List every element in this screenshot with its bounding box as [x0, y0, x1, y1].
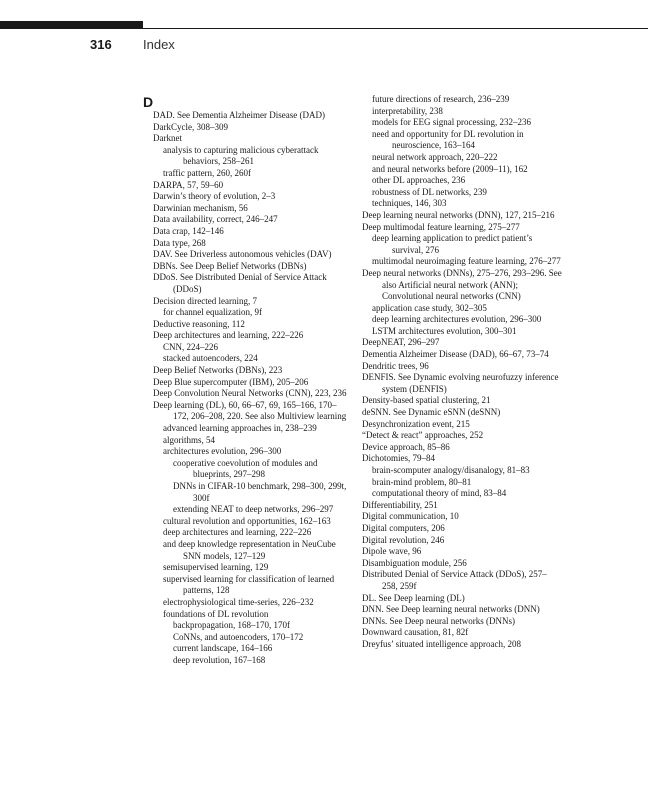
index-entry: Downward causation, 81, 82f	[362, 627, 469, 638]
page-number: 316	[90, 37, 112, 52]
index-entry: LSTM architectures evolution, 300–301	[372, 325, 517, 336]
index-entry: traffic pattern, 260, 260f	[163, 167, 252, 178]
index-entry: techniques, 146, 303	[372, 198, 447, 209]
index-entry: Dendritic trees, 96	[362, 360, 429, 371]
index-entry: CoNNs, and autoencoders, 170–172	[173, 631, 304, 642]
left-entry-list	[143, 110, 348, 667]
section-letter: D	[143, 94, 154, 110]
index-entry: DAV. See Driverless autonomous vehicles (DAV)	[153, 249, 332, 260]
index-entry: brain-mind problem, 80–81	[372, 476, 472, 487]
index-entry: DNN. See Deep learning neural networks (DNN)	[362, 604, 540, 615]
header-rule-thin	[143, 28, 648, 29]
index-entry: models for EEG signal processing, 232–236	[372, 117, 531, 128]
index-entry: Disambiguation module, 256	[362, 557, 467, 568]
header-rule-thick	[0, 21, 143, 29]
index-entry: backpropagation, 168–170, 170f	[173, 620, 290, 631]
index-entry: DBNs. See Deep Belief Networks (DBNs)	[153, 260, 307, 271]
right-entry-list	[352, 94, 562, 651]
index-entry: DL. See Deep learning (DL)	[362, 592, 465, 603]
index-entry: Digital computers, 206	[362, 522, 445, 533]
index-entry: deep learning application to predict patient’s survival, 276	[372, 233, 533, 255]
index-entry: Deep learning (DL), 60, 66–67, 69, 165–166, 170–172, 206–208, 220. See also Multiview learning	[153, 399, 347, 422]
index-entry: “Detect & react” approaches, 252	[362, 430, 484, 441]
index-entry: neural network approach, 220–222	[372, 151, 498, 162]
index-entry: Dementia Alzheimer Disease (DAD), 66–67, 73–74	[362, 349, 549, 360]
index-entry: Distributed Denial of Service Attack (DDoS), 257–258, 259f	[362, 569, 547, 591]
index-entry: application case study, 302–305	[372, 302, 487, 313]
index-column-right	[352, 94, 562, 651]
index-entry: Deep neural networks (DNNs), 275–276, 293–296. See also Artificial neural network (ANN); Convolutional neural networks (CNN)	[362, 267, 562, 302]
index-entry: and deep knowledge representation in NeuCube SNN models, 127–129	[163, 538, 336, 561]
index-entry: algorithms, 54	[163, 434, 215, 445]
index-entry: Data crap, 142–146	[153, 225, 224, 236]
index-entry: Deep Convolution Neural Networks (CNN), 223, 236	[153, 388, 347, 399]
index-entry: Darknet	[153, 133, 182, 144]
index-entry: cultural revolution and opportunities, 162–163	[163, 515, 331, 526]
index-entry: and neural networks before (2009–11), 162	[372, 163, 528, 174]
index-entry: Dichotomies, 79–84	[362, 453, 435, 464]
index-entry: Differentiability, 251	[362, 499, 438, 510]
index-entry: for channel equalization, 9f	[163, 307, 262, 318]
index-entry: Digital communication, 10	[362, 511, 459, 522]
index-entry: future directions of research, 236–239	[372, 94, 510, 104]
index-column-left	[143, 94, 348, 667]
index-entry: multimodal neuroimaging feature learning, 276–277	[372, 256, 561, 267]
index-entry: DENFIS. See Dynamic evolving neurofuzzy inference system (DENFIS)	[362, 372, 559, 394]
index-entry: semisupervised learning, 129	[163, 562, 269, 573]
index-entry: CNN, 224–226	[163, 341, 219, 352]
index-entry: Darwinian mechanism, 56	[153, 202, 248, 213]
index-entry: DeepNEAT, 296–297	[362, 337, 440, 348]
index-entry: Deep learning neural networks (DNN), 127, 215–216	[362, 209, 555, 220]
index-entry: other DL approaches, 236	[372, 175, 466, 186]
index-entry: deep architectures and learning, 222–226	[163, 527, 312, 538]
index-entry: DNNs in CIFAR-10 benchmark, 298–300, 299t, 300f	[173, 481, 347, 503]
index-entry: architectures evolution, 296–300	[163, 446, 282, 457]
index-entry: advanced learning approaches in, 238–239	[163, 423, 317, 434]
index-entry: need and opportunity for DL revolution in neuroscience, 163–164	[372, 128, 524, 151]
index-entry: Desynchronization event, 215	[362, 418, 470, 429]
index-entry: electrophysiological time-series, 226–232	[163, 596, 314, 607]
index-entry: Digital revolution, 246	[362, 534, 445, 545]
index-entry: robustness of DL networks, 239	[372, 186, 487, 197]
index-entry: stacked autoencoders, 224	[163, 353, 258, 364]
index-entry: DAD. See Dementia Alzheimer Disease (DAD)	[153, 110, 325, 120]
index-entry: deep learning architectures evolution, 296–300	[372, 314, 542, 325]
index-entry: Deep Belief Networks (DBNs), 223	[153, 365, 283, 376]
index-entry: Density-based spatial clustering, 21	[362, 395, 491, 406]
index-entry: Decision directed learning, 7	[153, 295, 257, 306]
index-entry: Deep multimodal feature learning, 275–277	[362, 221, 520, 232]
index-entry: Data type, 268	[153, 237, 206, 248]
index-entry: Darwin’s theory of evolution, 2–3	[153, 191, 276, 202]
index-entry: current landscape, 164–166	[173, 643, 273, 654]
index-entry: brain-scomputer analogy/disanalogy, 81–83	[372, 465, 530, 475]
index-entry: deep revolution, 167–168	[173, 654, 266, 665]
index-entry: cooperative coevolution of modules and blueprints, 297–298	[173, 457, 318, 480]
index-entry: DDoS. See Distributed Denial of Service Attack (DDoS)	[153, 272, 327, 294]
index-entry: Dreyfus’ situated intelligence approach, 208	[362, 638, 522, 649]
index-entry: extending NEAT to deep networks, 296–297	[173, 504, 334, 515]
index-entry: Device approach, 85–86	[362, 441, 450, 452]
index-entry: analysis to capturing malicious cyberattack behaviors, 258–261	[163, 144, 319, 167]
running-head: Index	[143, 37, 175, 52]
index-entry: interpretability, 238	[372, 105, 443, 116]
index-entry: Data availability, correct, 246–247	[153, 214, 278, 225]
index-entry: deSNN. See Dynamic eSNN (deSNN)	[362, 407, 501, 418]
index-entry: computational theory of mind, 83–84	[372, 488, 507, 499]
index-entry: supervised learning for classification of learned patterns, 128	[163, 573, 335, 596]
index-entry: foundations of DL revolution	[163, 608, 269, 619]
index-entry: Dipole wave, 96	[362, 546, 422, 557]
index-entry: Deductive reasoning, 112	[153, 318, 245, 329]
index-entry: DarkCycle, 308–309	[153, 121, 228, 132]
index-entry: DNNs. See Deep neural networks (DNNs)	[362, 615, 515, 626]
index-entry: Deep Blue supercomputer (IBM), 205–206	[153, 376, 309, 387]
index-entry: Deep architectures and learning, 222–226	[153, 330, 304, 341]
index-entry: DARPA, 57, 59–60	[153, 179, 224, 190]
